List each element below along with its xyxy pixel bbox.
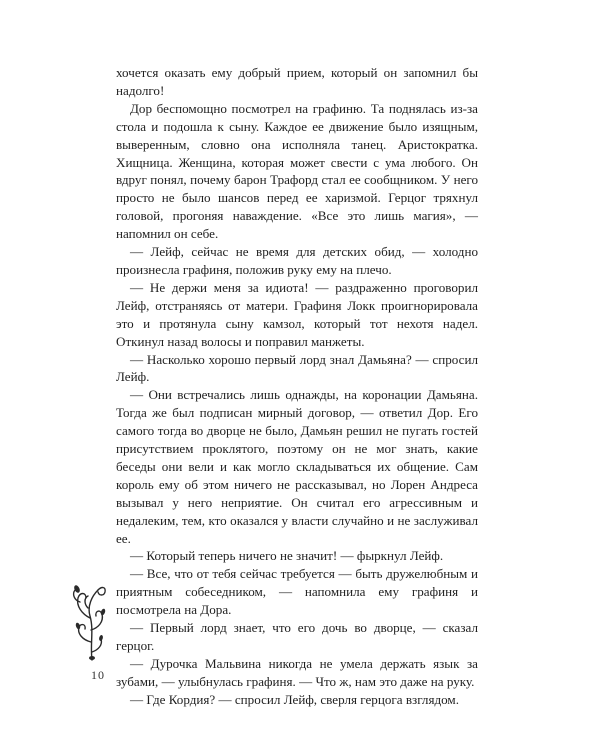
paragraph: — Не держи меня за идиота! — раздраженно проговорил Лейф, отстраняясь от матери. Графиня Локк проигнорировала это и протянула сыну камзол, который тот нехотя надел. Откинул назад волосы и поправил манжеты. bbox=[116, 279, 478, 349]
paragraph: — Первый лорд знает, что его дочь во дворце, — сказал герцог. bbox=[116, 620, 478, 653]
paragraph: Дор беспомощно посмотрел на графиню. Та поднялась из-за стола и подошла к сыну. Каждое ее движение было изящным, выверенным, словно она исполняла танец. Аристократка. Хищница. Женщина, которая может свести с ума любого. Он вдруг понял, почему барон Трафорд стал ее сообщником. У него просто не было шансов перед ее харизмой. Герцог тряхнул головой, прогоняя наваждение. «Все это лишь магия», — напомнил он себе. bbox=[116, 100, 478, 242]
paragraph: — Насколько хорошо первый лорд знал Дамьяна? — спросил Лейф. bbox=[116, 351, 478, 385]
paragraph: — Они встречались лишь однажды, на коронации Дамьяна. Тогда же был подписан мирный договор, — ответил Дор. Его самого тогда во дворце не было, Дамьян решил не пугать гостей присутствием проклятого, поэтому он не мог знать, какие беседы они вели и как могло складываться их общение. Сам король ему об этом ничего не рассказывал, но Лорен Андреса вызывал у него неприятие. Он считал его агрессивным и недалеким, тем, кто оказался у власти случайно и не заслуживал ее. bbox=[116, 387, 478, 546]
paragraph: — Который теперь ничего не значит! — фыркнул Лейф. bbox=[130, 548, 444, 564]
page-text bbox=[116, 64, 478, 709]
paragraph: — Все, что от тебя сейчас требуется — быть дружелюбным и приятным собеседником, — напомнила ему графиня и посмотрела на Дора. bbox=[116, 566, 478, 618]
paragraph: — Где Кордия? — спросил Лейф, сверля герцога взглядом. bbox=[130, 691, 459, 707]
paragraph: — Дурочка Мальвина никогда не умела держать язык за зубами, — улыбнулась графиня. — Что ж, нам это даже на руку. bbox=[116, 655, 478, 689]
floral-ornament-icon bbox=[68, 578, 112, 662]
page-number: 10 bbox=[91, 668, 105, 682]
paragraph: — Лейф, сейчас не время для детских обид, — холодно произнесла графиня, положив руку ему на плечо. bbox=[116, 244, 478, 277]
paragraph: хочется оказать ему добрый прием, который он запомнил бы надолго! bbox=[116, 65, 478, 98]
